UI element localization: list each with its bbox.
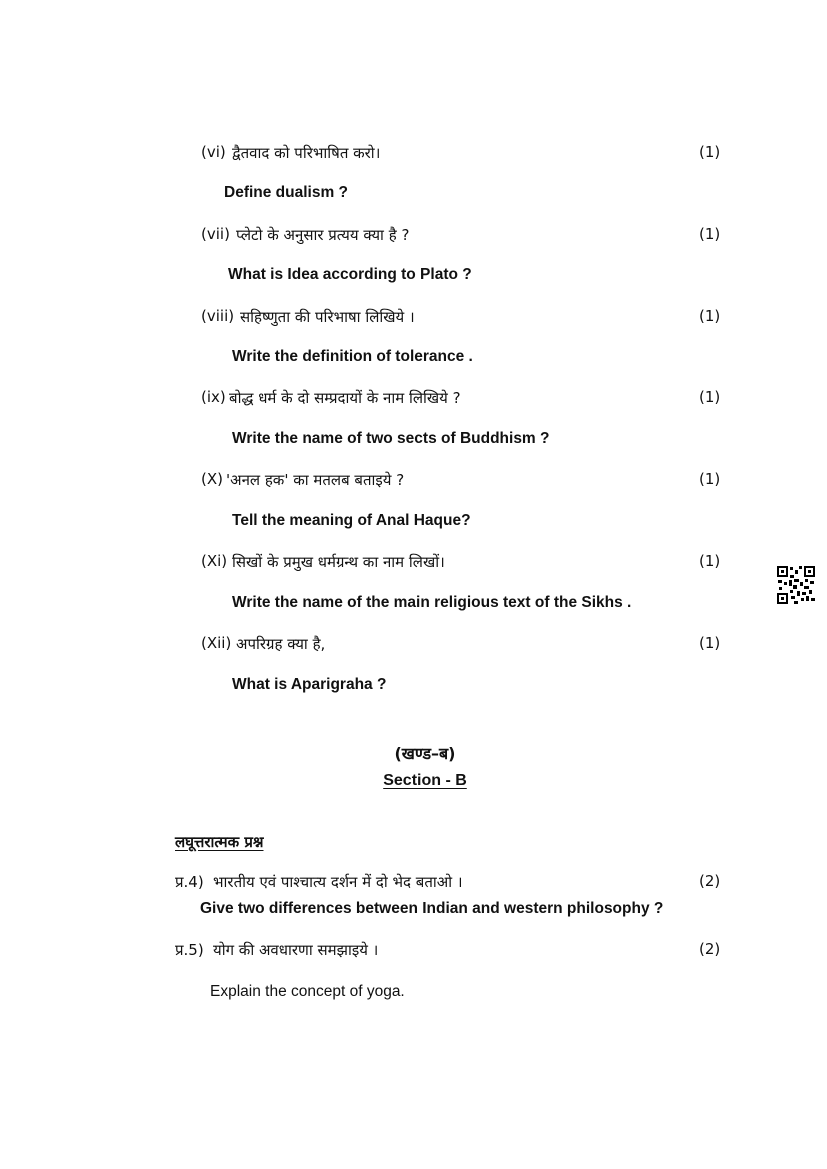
short-answer-subheading: लघूत्तरात्मक प्रश्न [175, 833, 264, 851]
question-hindi: सहिष्णुता की परिभाषा लिखिये । [240, 308, 415, 326]
question-marks: (1) [699, 470, 721, 488]
question-english: What is Aparigraha ? [232, 676, 387, 693]
question-english: Give two differences between Indian and western philosophy ? [200, 900, 664, 917]
question-marks: (1) [699, 143, 721, 161]
question-hindi: 'अनल हक' का मतलब बताइये ? [226, 471, 405, 489]
question-hindi: अपरिग्रह क्या है, [236, 635, 326, 653]
question-marks: (2) [699, 872, 721, 890]
question-hindi: भारतीय एवं पाश्चात्य दर्शन में दो भेद बताओ । [213, 873, 463, 891]
question-number: (Xi) [201, 552, 228, 570]
question-marks: (1) [699, 388, 721, 406]
question-number: (vi) [201, 143, 226, 161]
question-number: प्र.5) [175, 941, 204, 959]
section-heading-hindi: (खण्ड–ब) [394, 744, 456, 763]
question-number: (ix) [201, 388, 226, 406]
question-hindi: योग की अवधारणा समझाइये । [213, 941, 379, 959]
question-marks: (2) [699, 940, 721, 958]
question-english: Explain the concept of yoga. [210, 983, 405, 1000]
question-english: Tell the meaning of Anal Haque? [232, 512, 471, 529]
question-hindi: द्वैतवाद को परिभाषित करो। [232, 144, 381, 162]
question-hindi: सिखों के प्रमुख धर्मग्रन्थ का नाम लिखों। [232, 553, 445, 571]
question-number: (X) [201, 470, 223, 488]
question-english: Write the name of two sects of Buddhism ? [232, 430, 550, 447]
question-number: (viii) [201, 307, 235, 325]
question-number: प्र.4) [175, 873, 204, 891]
question-marks: (1) [699, 225, 721, 243]
question-hindi: प्लेटो के अनुसार प्रत्यय क्या है ? [236, 226, 410, 244]
question-number: (Xii) [201, 634, 232, 652]
question-english: Write the definition of tolerance . [232, 348, 473, 365]
question-number: (vii) [201, 225, 230, 243]
section-heading-english: Section - B [383, 772, 467, 789]
question-hindi: बोद्ध धर्म के दो सम्प्रदायों के नाम लिखिये ? [229, 389, 461, 407]
question-english: What is Idea according to Plato ? [228, 266, 472, 283]
question-marks: (1) [699, 634, 721, 652]
question-marks: (1) [699, 307, 721, 325]
question-english: Write the name of the main religious text of the Sikhs . [232, 594, 632, 611]
question-english: Define dualism ? [224, 184, 349, 201]
qr-code-icon [776, 565, 816, 605]
question-marks: (1) [699, 552, 721, 570]
